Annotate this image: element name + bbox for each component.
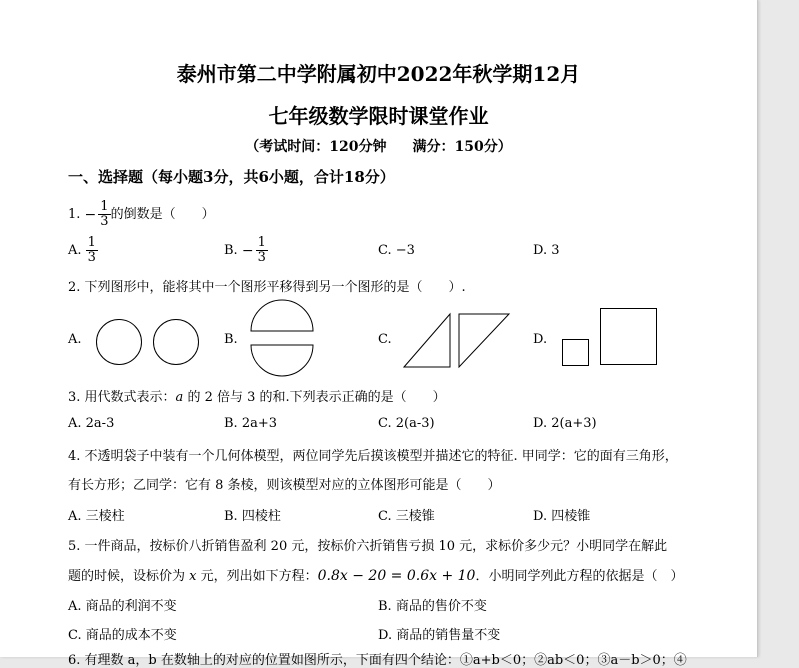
variable-x: x [189,569,197,584]
q5-option-b: B. 商品的售价不变 [378,599,487,614]
question-text: 3. 用代数式表示： [68,390,176,405]
two-triangles-figure [403,312,515,370]
fraction-denominator: 3 [87,250,96,265]
fraction-denominator: 3 [100,214,109,229]
equation: 0.8x − 20 = 0.6x + 10 [317,568,476,584]
question-5-line-2 [68,565,683,584]
question-number: 1. [68,207,81,222]
fraction-numerator: 1 [100,199,109,214]
fraction [98,200,110,229]
q2-option-d: D. [533,332,548,347]
q3-option-a: A. 2a-3 [68,416,115,431]
full-score: 满分：150分） [412,139,512,155]
two-circles-figure [96,318,200,368]
minus-sign: − [241,242,254,259]
option-label: B. [224,243,238,258]
q3-option-d: D. 2(a+3) [533,416,597,431]
minus-sign: − [84,206,97,223]
title-line-2: 七年级数学限时课堂作业 [268,104,489,128]
question-text: 题的时候，设标价为 [68,569,190,584]
fraction-numerator: 1 [87,235,96,250]
exam-time: （考试时间：120分钟 [245,139,387,155]
two-squares-figure [561,307,659,367]
q5-option-d: D. 商品的销售量不变 [378,628,501,643]
fraction [256,236,268,265]
question-3 [68,386,446,405]
q1-option-d: D. 3 [533,243,560,258]
question-text: 的倒数是（ ） [110,207,215,222]
split-circle-figure [248,309,316,369]
q1-option-a [68,236,98,265]
question-5-line-1: 5. 一件商品，按标价八折销售盈利 20 元，按标价六折销售亏损 10 元，求标价多少元？小明同学在解此 [68,539,668,554]
q1-option-c: C. −3 [378,243,415,258]
section-title: 一、选择题（每小题3分，共6小题，合计18分） [68,168,395,186]
q3-option-b: B. 2a+3 [224,416,278,431]
q5-option-a: A. 商品的利润不变 [68,599,177,614]
question-text-cont: 元，列出如下方程： [196,569,318,584]
title-line-1: 泰州市第二中学附属初中2022年秋学期12月 [176,62,581,86]
exam-info [0,136,757,156]
q5-option-c: C. 商品的成本不变 [68,628,177,643]
question-2: 2. 下列图形中，能将其中一个图形平移得到另一个图形的是（ ）. [68,280,466,295]
question-text-cont: 的 2 倍与 3 的和.下列表示正确的是（ ） [183,390,446,405]
q2-option-a: A. [68,332,82,347]
q4-option-a: A. 三棱柱 [68,509,125,524]
variable-a: a [175,390,184,405]
question-4-line-1: 4. 不透明袋子中装有一个几何体模型，两位同学先后摸该模型并描述它的特征. 甲同学：它的面有三角形， [68,449,678,464]
question-text-end: ．小明同学列此方程的依据是（ ） [475,569,684,584]
question-1 [68,200,215,229]
fraction-numerator: 1 [257,235,266,250]
q2-option-b: B. [224,332,238,347]
q4-option-d: D. 四棱锥 [533,509,591,524]
q2-option-c: C. [378,332,392,347]
q4-option-c: C. 三棱锥 [378,509,435,524]
question-4-line-2: 有长方形；乙同学：它有 8 条棱，则该模型对应的立体图形可能是（ ） [68,478,501,493]
q1-option-b [224,236,268,265]
q4-option-b: B. 四棱柱 [224,509,281,524]
fraction [86,236,98,265]
q3-option-c: C. 2(a-3) [378,416,435,431]
fraction-denominator: 3 [257,250,266,265]
option-label: A. [68,243,82,258]
question-6-partial: 6. 有理数 a，b 在数轴上的对应的位置如图所示，下面有四个结论：①a+b＜0；②ab＜0；③a－b＞0；④ [68,653,687,668]
